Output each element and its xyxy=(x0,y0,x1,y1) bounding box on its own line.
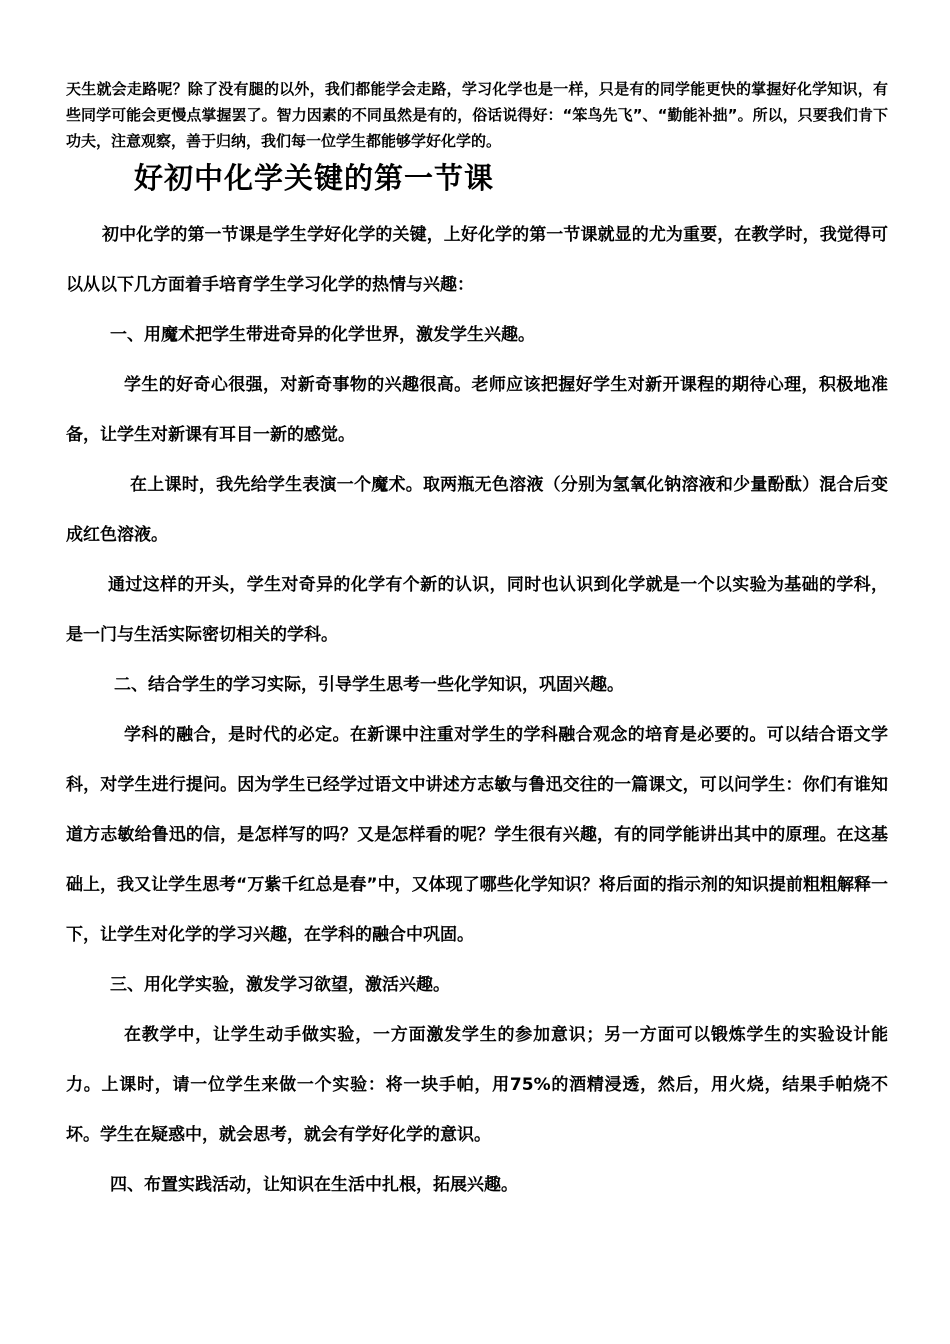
paragraph-magic-demo: 在上课时，我先给学生表演一个魔术。取两瓶无色溶液（分别为氢氧化钠溶液和少量酚酞）混合后变成红色溶液。 xyxy=(66,475,888,545)
heading-section-1: 一、用魔术把学生带进奇异的化学世界，激发学生兴趣。 xyxy=(110,325,535,345)
heading-section-4: 四、布置实践活动，让知识在生活中扎根，拓展兴趣。 xyxy=(110,1175,518,1195)
paragraph-experiment: 在教学中，让学生动手做实验，一方面激发学生的参加意识；另一方面可以锻炼学生的实验设计能力。上课时，请一位学生来做一个实验：将一块手帕，用75%的酒精浸透，然后，用火烧，结果手帕烧不坏。学生在疑惑中，就会思考，就会有学好化学的意识。 xyxy=(66,1025,888,1145)
document-body xyxy=(66,210,888,1210)
page-title: 好初中化学关键的第一节课 xyxy=(134,161,495,195)
paragraph-curiosity: 学生的好奇心很强，对新奇事物的兴趣很高。老师应该把握好学生对新开课程的期待心理，积极地准备，让学生对新课有耳目一新的感觉。 xyxy=(66,375,888,445)
paragraph-opening-effect: 通过这样的开头，学生对奇异的化学有个新的认识，同时也认识到化学就是一个以实验为基础的学科，是一门与生活实际密切相关的学科。 xyxy=(66,575,888,645)
paragraph-intro: 初中化学的第一节课是学生学好化学的关键，上好化学的第一节课就显的尤为重要，在教学时，我觉得可以从以下几方面着手培育学生学习化学的热情与兴趣： xyxy=(66,225,888,295)
intro-paragraph: 天生就会走路呢？除了没有腿的以外，我们都能学会走路，学习化学也是一样，只是有的同学能更快的掌握好化学知识，有些同学可能会更慢点掌握罢了。智力因素的不同虽然是有的，俗话说得好：“笨鸟先飞”、“勤能补拙”。所以，只要我们肯下功夫，注意观察，善于归纳，我们每一位学生都能够学好化学的。 xyxy=(66,80,888,150)
heading-section-3: 三、用化学实验，激发学习欲望，激活兴趣。 xyxy=(110,975,450,995)
heading-section-2: 二、结合学生的学习实际，引导学生思考一些化学知识，巩固兴趣。 xyxy=(114,675,624,695)
paragraph-subject-fusion: 学科的融合，是时代的必定。在新课中注重对学生的学科融合观念的培育是必要的。可以结合语文学科，对学生进行提问。因为学生已经学过语文中讲述方志敏与鲁迅交往的一篇课文，可以问学生：你们有谁知道方志敏给鲁迅的信，是怎样写的吗？又是怎样看的呢？学生很有兴趣，有的同学能讲出其中的原理。在这基础上，我又让学生思考“万紫千红总是春”中，又体现了哪些化学知识？将后面的指示剂的知识提前粗粗解释一下，让学生对化学的学习兴趣，在学科的融合中巩固。 xyxy=(66,725,888,945)
